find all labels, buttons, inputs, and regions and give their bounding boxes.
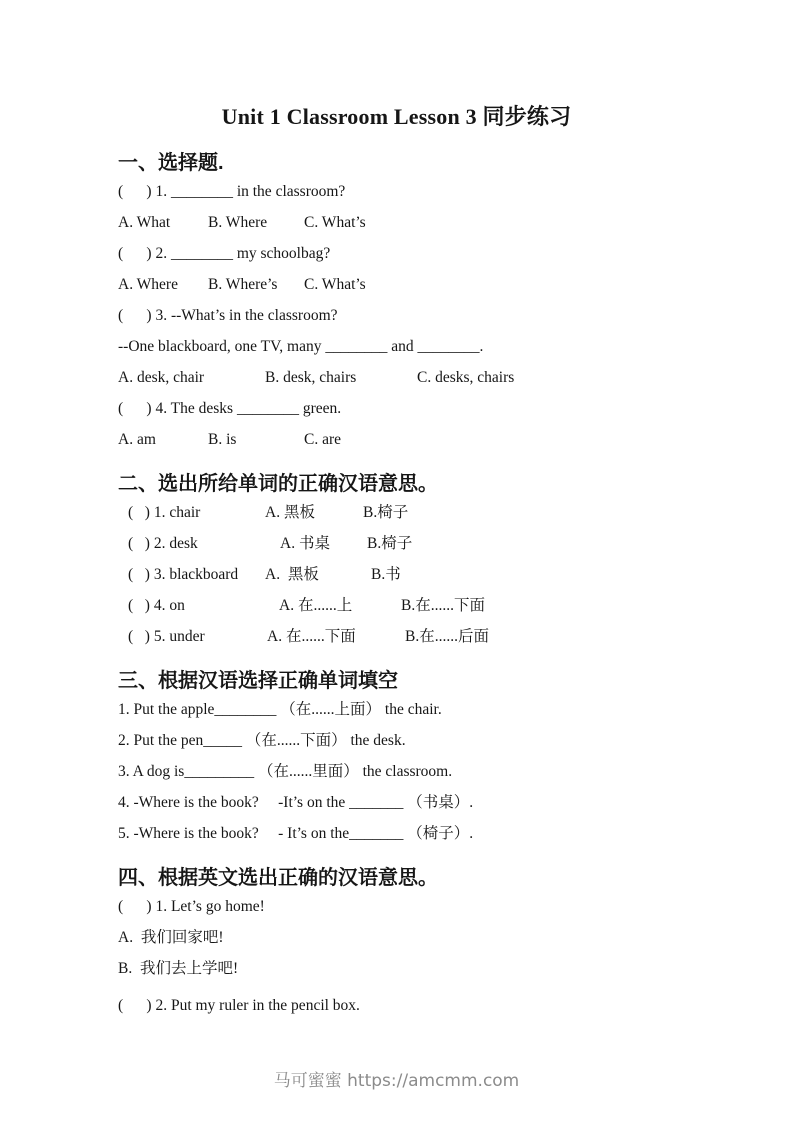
option-b: B. desk, chairs: [265, 369, 357, 386]
question-line-4-1: ( ) 1. Let’s go home!: [118, 898, 265, 915]
fill-line-2: 2. Put the pen_____ （在......下面） the desk.: [118, 732, 406, 749]
word-label: ( ) 1. chair: [128, 504, 201, 521]
option-a-line: A. 我们回家吧!: [118, 929, 224, 946]
option-b: B.椅子: [363, 504, 409, 521]
question-line-4-2: ( ) 2. Put my ruler in the pencil box.: [118, 997, 360, 1014]
option-b: B.书: [371, 566, 401, 583]
option-b: B. Where: [208, 214, 268, 231]
fill-line-4: 4. -Where is the book? -It’s on the _______ （书桌）.: [118, 794, 474, 811]
option-a: A. What: [118, 214, 171, 231]
option-a: A. am: [118, 431, 156, 448]
option-a: A. desk, chair: [118, 369, 205, 386]
question-line-1-2: ( ) 2. ________ my schoolbag?: [118, 245, 331, 262]
page-title: Unit 1 Classroom Lesson 3 同步练习: [221, 104, 572, 129]
fill-line-5: 5. -Where is the book? - It’s on the_______ （椅子）.: [118, 825, 474, 842]
word-label: ( ) 5. under: [128, 628, 205, 645]
section-one-heading: 一、选择题.: [118, 152, 224, 174]
option-c: C. What’s: [304, 214, 366, 231]
option-a: A. 黑板: [265, 566, 319, 583]
word-label: ( ) 3. blackboard: [128, 566, 239, 583]
option-c: C. are: [304, 431, 342, 448]
word-label: ( ) 4. on: [128, 597, 185, 614]
option-b: B.在......后面: [405, 628, 489, 645]
options-row-1-1: [118, 207, 793, 238]
option-c: C. desks, chairs: [417, 369, 515, 386]
options-row-1-3: [118, 362, 793, 393]
option-a: A. 黑板: [265, 504, 315, 521]
footer-credit: 马可蜜蜜 https://amcmm.com: [273, 1071, 520, 1091]
section-four-heading: 四、根据英文选出正确的汉语意思。: [118, 867, 438, 889]
fill-line-3: 3. A dog is_________ （在......里面） the classroom.: [118, 763, 453, 780]
section-three-heading: 三、根据汉语选择正确单词填空: [118, 670, 398, 692]
match-row-1: [128, 497, 793, 528]
match-row-5: [128, 621, 793, 652]
option-a: A. 书桌: [280, 535, 330, 552]
match-row-2: [128, 528, 793, 559]
option-c: C. What’s: [304, 276, 366, 293]
option-a: A. Where: [118, 276, 178, 293]
fill-line-1: 1. Put the apple________ （在......上面） the chair.: [118, 701, 442, 718]
options-row-1-4: [118, 424, 793, 455]
match-row-3: [128, 559, 793, 590]
option-b: B.椅子: [367, 535, 413, 552]
section-two-heading: 二、选出所给单词的正确汉语意思。: [118, 473, 438, 495]
question-line-1-4: ( ) 4. The desks ________ green.: [118, 400, 342, 417]
option-a: A. 在......下面: [267, 628, 356, 645]
match-row-4: [128, 590, 793, 621]
options-row-1-2: [118, 269, 793, 300]
word-label: ( ) 2. desk: [128, 535, 198, 552]
option-b-line: B. 我们去上学吧!: [118, 960, 239, 977]
answer-line-1-3: --One blackboard, one TV, many ________ and ________.: [118, 338, 484, 355]
question-line-1-1: ( ) 1. ________ in the classroom?: [118, 183, 346, 200]
option-a: A. 在......上: [279, 597, 353, 614]
question-line-1-3: ( ) 3. --What’s in the classroom?: [118, 307, 338, 324]
option-b: B.在......下面: [401, 597, 485, 614]
option-b: B. is: [208, 431, 237, 448]
option-b: B. Where’s: [208, 276, 278, 293]
